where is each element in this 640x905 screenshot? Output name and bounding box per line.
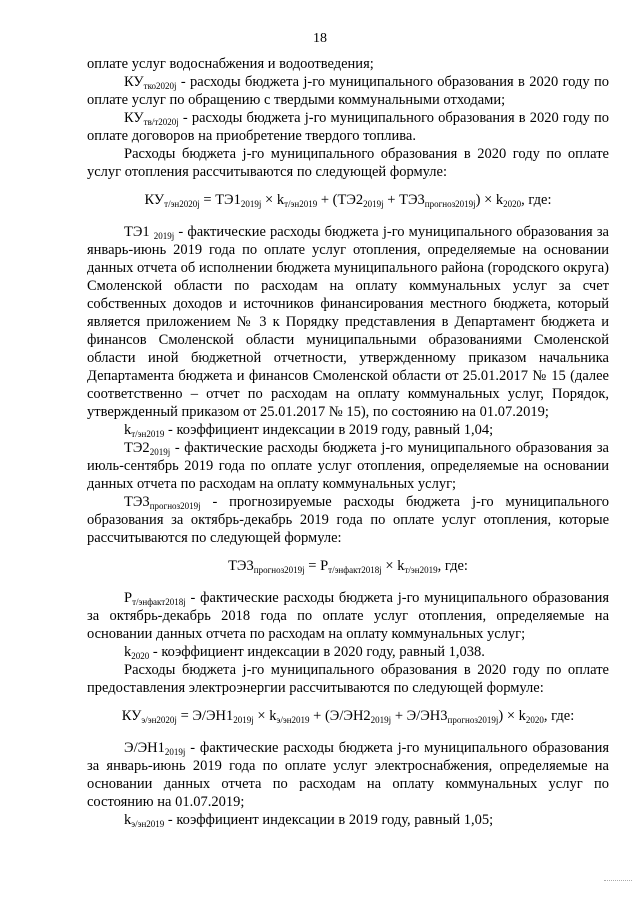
document-body xyxy=(87,55,609,829)
paragraph: $КУ_{тко2020j}$ - расходы бюджета j-го муниципального образования в 2020 году по оплате услуг по обращению с твердыми коммунальными отходами; xyxy=(87,74,609,108)
formula-heating: $КУ_{т/эн2020j} = ТЭ1_{2019j} \times k_{т/эн2019} + (ТЭ2_{2019j} + ТЭ3_{прогноз2019j}) \times k_{2020}$, где: xyxy=(144,192,552,209)
paragraph: $k_{э/эн2019}$ - коэффициент индексации в 2019 году, равный 1,05; xyxy=(124,812,494,829)
paragraph: Расходы бюджета j-го муниципального образования в 2020 году по оплате услуг отопления рассчитываются по следующей формуле: xyxy=(87,146,609,180)
paragraph: Расходы бюджета j-го муниципального образования в 2020 году по оплате предоставления электроэнергии рассчитываются по следующей формуле: xyxy=(87,662,609,696)
scan-artifact xyxy=(604,880,632,883)
paragraph: ТЭ1 $_{2019j}$ - фактические расходы бюджета j-го муниципального образования за январь-июнь 2019 года по оплате услуг отопления, определяемые на основании данных отчета об исполнении бюджета муниципального района (городского округа) Смоленской области по расходам на оплату коммунальных услуг за счет собственных доходов и источников финансирования местного бюджета, который является приложением № 3 к Порядку представления в Департамент бюджета и финансов Смоленской области муниципальными образованиями Смоленской области иной бюджетной отчетности, утвержденному приказом начальника Департамента бюджета и финансов Смоленской области от 25.01.2017 № 15 (далее соответственно – отчет по расходам на оплату коммунальных услуг, Порядок, утвержденный приказом от 25.01.2017 № 15), по состоянию на 01.07.2019; xyxy=(87,224,609,420)
page-number: 18 xyxy=(313,31,327,46)
paragraph: $ТЭ2_{2019j}$ - фактические расходы бюджета j-го муниципального образования за июль-сентябрь 2019 года по оплате услуг отопления, определяемые на основании данных отчета по расходам на оплату коммунальных услуг; xyxy=(87,440,609,492)
paragraph: $Э/ЭН1_{2019j}$ - фактические расходы бюджета j-го муниципального образования за январь-июнь 2019 года по оплате услуг электроснабжения, определяемые на основании данных отчета по расходам на оплату коммунальных услуг по состоянию на 01.07.2019; xyxy=(87,740,609,810)
formula-forecast: $ТЭ3_{прогноз2019j} = Р_{т/энфакт2018j} \times k_{т/эн2019}$, где: xyxy=(228,558,468,575)
formula-electricity: $КУ_{э/эн2020j} = Э/ЭН1_{2019j} \times k_{э/эн2019} + (Э/ЭН2_{2019j} + Э/ЭН3_{прогноз2019j}) \times k_{2020}$, где: xyxy=(121,708,575,725)
paragraph: оплате услуг водоснабжения и водоотведения; xyxy=(87,56,374,72)
paragraph: $Р_{т/энфакт2018j}$ - фактические расходы бюджета j-го муниципального образования за октябрь-декабрь 2018 года по оплате услуг отопления, определяемые на основании данных отчета по расходам на оплату коммунальных услуг; xyxy=(87,590,609,642)
paragraph: $k_{2020}$ - коэффициент индексации в 2020 году, равный 1,038. xyxy=(124,644,485,661)
paragraph: $ТЭ3_{прогноз2019j}$ - прогнозируемые расходы бюджета j-го муниципального образования за октябрь-декабрь 2019 года по оплате услуг отопления, которые рассчитываются по следующей формуле: xyxy=(87,494,609,546)
paragraph: $КУ_{тв/т2020j}$ - расходы бюджета j-го муниципального образования в 2020 году по оплате договоров на приобретение твердого топлива. xyxy=(87,110,609,144)
paragraph: $k_{т/эн2019}$ - коэффициент индексации в 2019 году, равный 1,04; xyxy=(124,422,494,439)
